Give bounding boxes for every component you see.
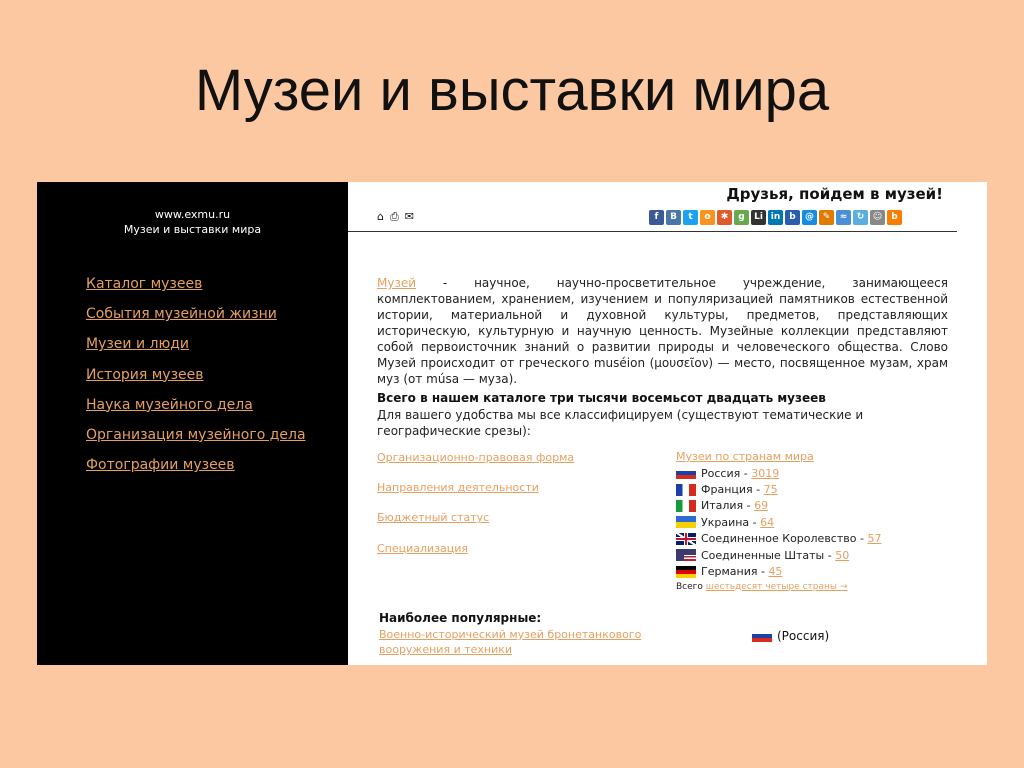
nav-photos[interactable]: Фотографии музеев [86, 457, 235, 474]
country-separator: - [749, 515, 761, 529]
catalog-count: Всего в нашем каталоге три тысячи восемьсот двадцать музеев [377, 391, 826, 405]
country-count-link[interactable]: 75 [763, 483, 778, 497]
slide-title: Музеи и выставки мира [194, 58, 830, 123]
liveinternet-icon[interactable]: Li [751, 210, 766, 225]
all-countries-link[interactable]: шестьдесят четыре страны → [705, 581, 848, 592]
blogger-icon[interactable]: b [785, 210, 800, 225]
france-flag-icon [676, 484, 696, 496]
intro-paragraph [377, 275, 948, 387]
site-name: Музеи и выставки мира [123, 223, 262, 236]
nav-science[interactable]: Наука музейного дела [86, 396, 253, 413]
country-name: Украина [701, 515, 750, 529]
country-row [676, 563, 881, 579]
vkontakte-icon[interactable]: B [666, 210, 681, 225]
intro-text: - научное, научно-просветительное учреждение, занимающееся комплектованием, хранением, изучением и популяризацией памятников естественной истории, материальной и духовной культуры, предметов, представляющих историческую, культурную и научную ценность. Музейные коллекции представляют собой первоисточник знаний о развитии природы и человеческого общества. Слово Музей происходит от греческого muséion (μουσεῖον) — место, посвященное музам, храм муз (от músa — муза). [377, 276, 948, 386]
nav-museums-people[interactable]: Музеи и люди [86, 336, 190, 353]
pen-icon[interactable]: ✎ [819, 210, 834, 225]
country-row [676, 465, 881, 481]
country-row [676, 481, 881, 497]
mailru-icon[interactable]: @ [802, 210, 817, 225]
nav-organization[interactable]: Организация музейного дела [86, 426, 306, 443]
bookmark-icon[interactable]: ≈ [836, 210, 851, 225]
country-name: Италия [701, 499, 744, 513]
nav-catalog[interactable]: Каталог музеев [86, 276, 203, 292]
catalog-note: Для вашего удобства мы все классифицируем (существуют тематические и географические срезы): [377, 408, 864, 438]
uk-flag-icon [676, 533, 696, 545]
russia-flag-icon [752, 630, 772, 642]
share-bar [649, 210, 902, 225]
germany-flag-icon [676, 566, 696, 578]
popular-section [379, 611, 939, 657]
country-separator: - [856, 532, 868, 546]
countries-total [676, 582, 881, 592]
country-name: Франция [701, 483, 753, 497]
tool-icons [377, 210, 420, 224]
website-screenshot [37, 182, 987, 665]
facebook-icon[interactable]: f [649, 210, 664, 225]
popular-museum-country [752, 629, 829, 643]
country-separator: - [740, 466, 752, 480]
google-buzz-icon[interactable]: g [734, 210, 749, 225]
person-icon[interactable]: ✱ [717, 210, 732, 225]
ukraine-flag-icon [676, 516, 696, 528]
country-row [676, 514, 881, 530]
odnoklassniki-icon[interactable]: o [700, 210, 715, 225]
country-row [676, 531, 881, 547]
country-name: Россия [701, 466, 741, 480]
slogan: Друзья, пойдем в музей! [726, 185, 943, 203]
total-label: Всего [676, 581, 706, 592]
country-name: Соединенные Штаты [701, 548, 825, 562]
country-count-link[interactable]: 69 [754, 499, 769, 513]
sidebar [37, 182, 348, 665]
category-specialization[interactable]: Специализация [377, 541, 469, 555]
category-legal-form[interactable]: Организационно-правовая форма [377, 451, 575, 464]
country-separator: - [743, 499, 755, 513]
country-count-link[interactable]: 45 [768, 565, 783, 579]
countries-list [676, 450, 881, 592]
header-divider [348, 231, 957, 232]
country-count-link[interactable]: 50 [835, 548, 850, 562]
site-url: www.exmu.ru [154, 208, 231, 221]
usa-flag-icon [676, 549, 696, 561]
main-content [348, 182, 987, 665]
mail-icon[interactable]: ✉ [404, 210, 421, 223]
home-icon[interactable]: ⌂ [377, 210, 390, 223]
country-count-link[interactable]: 3019 [751, 466, 780, 480]
country-separator: - [757, 565, 769, 579]
category-activities[interactable]: Направления деятельности [377, 481, 539, 495]
country-name: Соединенное Королевство [701, 532, 857, 546]
country-row [676, 547, 881, 563]
popular-heading: Наиболее популярные: [379, 611, 542, 625]
italy-flag-icon [676, 500, 696, 512]
share-icon[interactable]: ↻ [853, 210, 868, 225]
country-separator: - [824, 548, 836, 562]
nav-events[interactable]: События музейной жизни [86, 306, 277, 323]
people-icon[interactable]: ☺ [870, 210, 885, 225]
print-icon[interactable]: ⎙ [389, 210, 405, 223]
country-name: Германия [701, 565, 758, 579]
country-count-link[interactable]: 57 [867, 532, 882, 546]
country-row [676, 498, 881, 514]
rss-icon[interactable]: b [887, 210, 902, 225]
linkedin-icon[interactable]: in [768, 210, 783, 225]
category-budget[interactable]: Бюджетный статус [377, 511, 490, 525]
country-count-link[interactable]: 64 [760, 515, 775, 529]
popular-country-label: (Россия) [777, 629, 830, 643]
sidebar-nav [86, 275, 306, 486]
museum-term-link[interactable]: Музей [377, 276, 417, 290]
category-links [377, 450, 574, 571]
country-separator: - [752, 483, 764, 497]
russia-flag-icon [676, 467, 696, 479]
popular-museum-link[interactable]: Военно-исторический музей бронетанкового вооружения и техники [379, 628, 642, 656]
nav-history[interactable]: История музеев [86, 366, 204, 383]
countries-header-link[interactable]: Музеи по странам мира [676, 450, 814, 463]
twitter-icon[interactable]: t [683, 210, 698, 225]
